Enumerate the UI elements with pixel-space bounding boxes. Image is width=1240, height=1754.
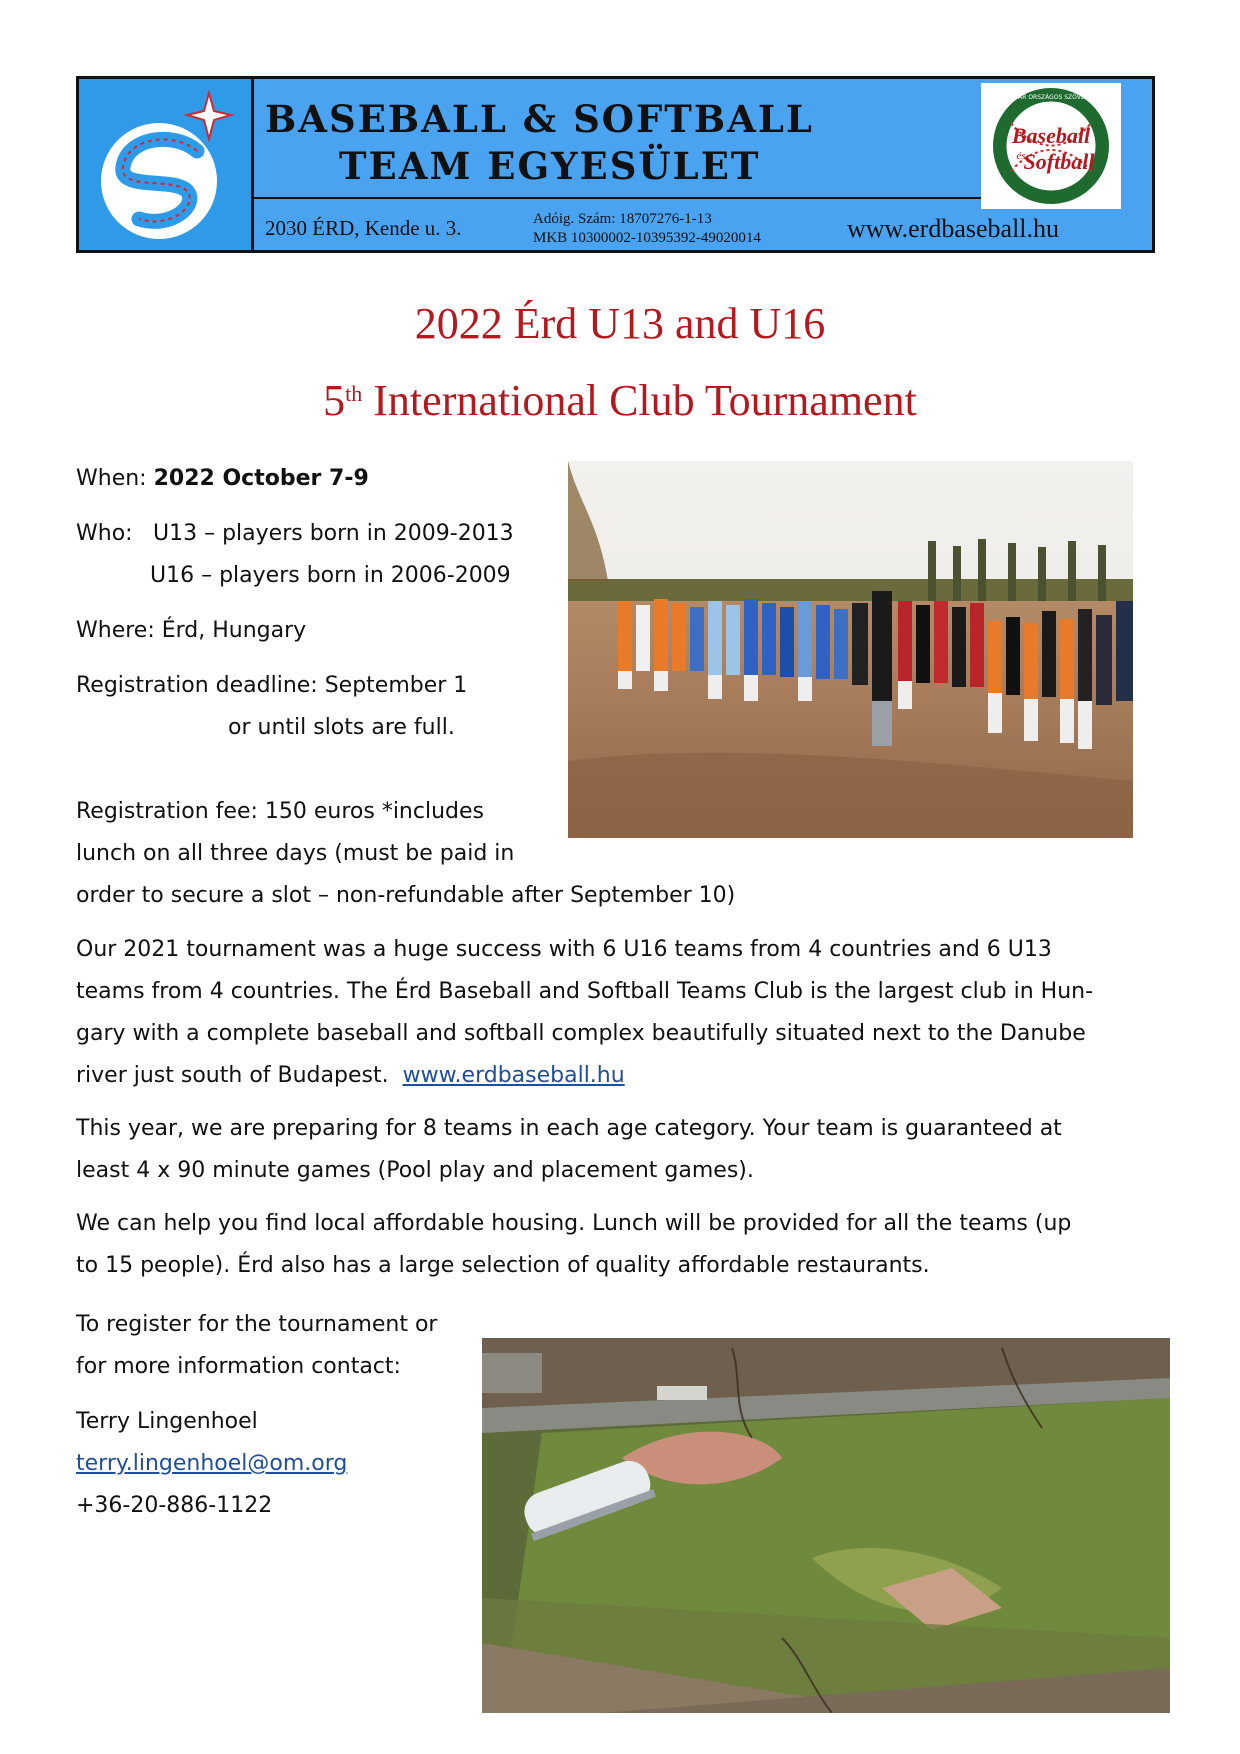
contact-phone: +36-20-886-1122: [76, 1493, 273, 1518]
contact-intro-line1: To register for the tournament or: [76, 1312, 438, 1337]
where-line: Where: Érd, Hungary: [76, 618, 307, 643]
letterhead: [76, 76, 1155, 253]
when-label: When:: [76, 466, 154, 491]
page-title: 2022 Érd U13 and U16: [414, 299, 826, 348]
when-line: [76, 458, 369, 500]
contact-intro-line2: for more information contact:: [76, 1354, 401, 1379]
history-line4-text: river just south of Budapest.: [76, 1063, 389, 1088]
deadline-line1: Registration deadline: September 1: [76, 673, 468, 698]
federation-badge-icon: [981, 83, 1121, 209]
this-year-line2: least 4 x 90 minute games (Pool play and placement games).: [76, 1158, 754, 1183]
edition-suffix: th: [345, 381, 363, 406]
this-year-line1: This year, we are preparing for 8 teams in each age category. Your team is guaranteed at: [76, 1116, 1062, 1141]
housing-line2: to 15 people). Érd also has a large selection of quality affordable restaurants.: [76, 1253, 930, 1278]
history-line3: gary with a complete baseball and softball complex beautifully situated next to the Danube: [76, 1021, 1086, 1046]
who-u16: U16 – players born in 2006-2009: [150, 563, 511, 588]
housing-paragraph: [76, 1203, 1166, 1287]
badge-word-baseball: Baseball: [1011, 123, 1091, 148]
deadline-line2: or until slots are full.: [228, 715, 455, 740]
badge-ring-text: MAGYAR ORSZÁGOS SZÖVETSÉG: [1001, 94, 1101, 101]
bank-account: MKB 10300002-10395392-49020014: [533, 230, 761, 246]
fee-line3: order to secure a slot – non-refundable after September 10): [76, 883, 736, 908]
subtitle-text: International Club Tournament: [362, 376, 917, 425]
who-label: Who:: [76, 521, 133, 546]
history-line4: [76, 1055, 1166, 1097]
badge-connector: és: [1016, 150, 1026, 162]
fee-line1: Registration fee: 150 euros *includes: [76, 799, 484, 824]
federation-badge: [981, 83, 1121, 209]
org-name-line2: TEAM EGYESÜLET: [339, 144, 761, 188]
team-group-photo-image: [568, 461, 1133, 838]
contact-email-link[interactable]: terry.lingenhoel@om.org: [76, 1451, 348, 1476]
edition-number: 5: [323, 376, 346, 425]
fee-line2: lunch on all three days (must be paid in: [76, 841, 515, 866]
club-address: 2030 ÉRD, Kende u. 3.: [265, 216, 462, 240]
contact-name: Terry Lingenhoel: [76, 1409, 258, 1434]
org-name-line1: BASEBALL & SOFTBALL: [265, 97, 814, 141]
ballpark-aerial-photo: [482, 1338, 1170, 1713]
letterhead-website: www.erdbaseball.hu: [847, 214, 1060, 243]
letterhead-divider: [251, 197, 984, 199]
this-year-paragraph: [76, 1108, 1166, 1192]
team-group-photo: [568, 461, 1133, 838]
website-link[interactable]: www.erdbaseball.hu: [402, 1063, 625, 1088]
history-paragraph: [76, 929, 1166, 1097]
history-line2: teams from 4 countries. The Érd Baseball and Softball Teams Club is the largest club in Hun-: [76, 979, 1094, 1004]
club-logo-icon: [79, 79, 251, 250]
housing-line1: We can help you find local affordable housing. Lunch will be provided for all the teams (up: [76, 1211, 1072, 1236]
badge-word-softball: Softball: [1023, 149, 1095, 174]
history-line1: Our 2021 tournament was a huge success with 6 U16 teams from 4 countries and 6 U13: [76, 937, 1052, 962]
page-subtitle: [0, 375, 1240, 426]
who-u13: U13 – players born in 2009-2013: [153, 521, 514, 546]
ballpark-aerial-photo-image: [482, 1338, 1170, 1713]
tax-number: Adóig. Szám: 18707276-1-13: [533, 211, 712, 227]
when-value: 2022 October 7-9: [153, 466, 369, 491]
club-logo: [79, 79, 254, 250]
